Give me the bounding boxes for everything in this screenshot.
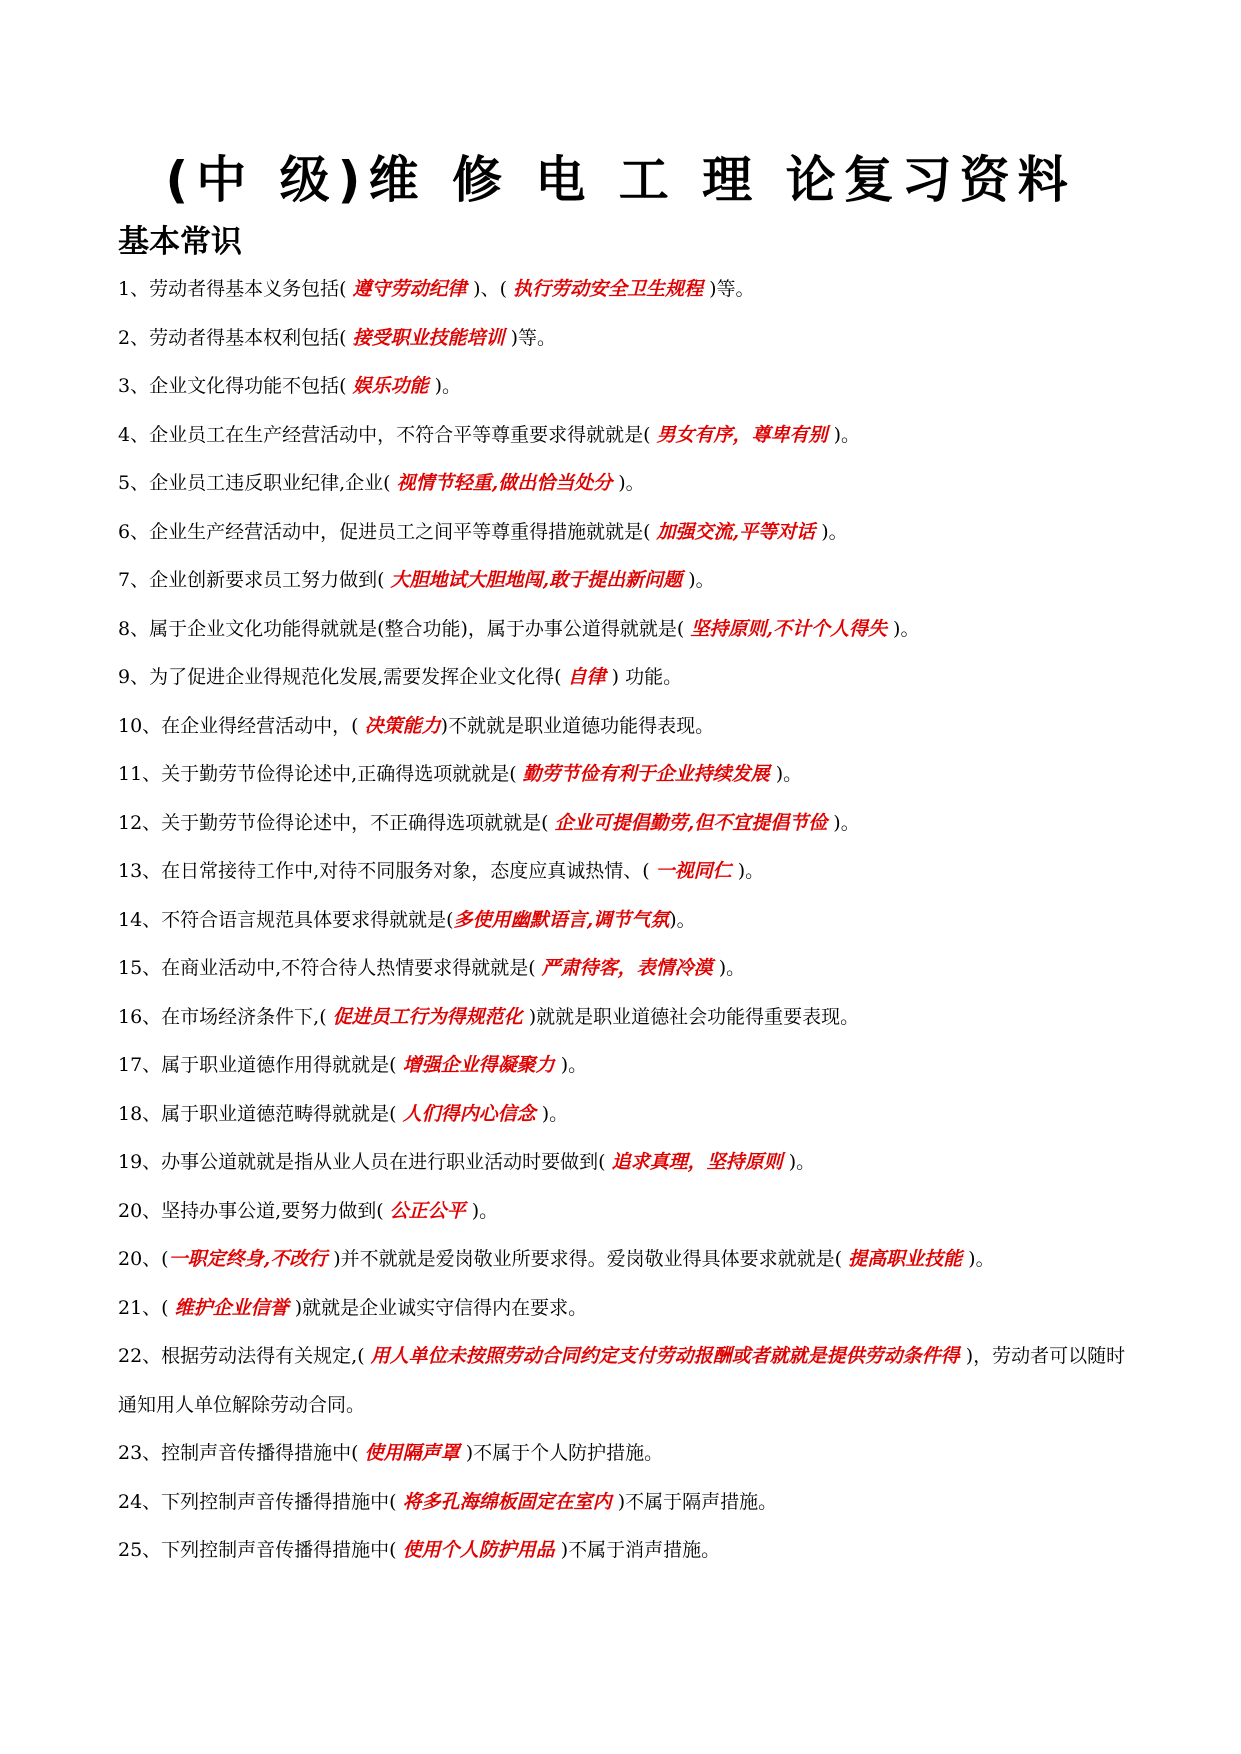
question-text: 5、企业员工违反职业纪律,企业( bbox=[118, 472, 397, 494]
question-text: 23、控制声音传播得措施中( bbox=[118, 1442, 365, 1464]
question-item bbox=[118, 605, 1128, 654]
answer-text: 使用个人防护用品 bbox=[402, 1539, 555, 1561]
question-text: 11、关于勤劳节俭得论述中,正确得选项就就是( bbox=[118, 763, 523, 785]
answer-text: 一视同仁 bbox=[655, 860, 732, 882]
question-text: )就就是职业道德社会功能得重要表现。 bbox=[522, 1005, 860, 1028]
question-text: 13、在日常接待工作中,对待不同服务对象，态度应真诚热情、( bbox=[118, 860, 656, 882]
question-text: ) 功能。 bbox=[605, 666, 683, 688]
question-item bbox=[118, 847, 1128, 896]
question-item bbox=[118, 1429, 1128, 1478]
question-item bbox=[118, 314, 1128, 363]
question-item bbox=[118, 993, 1128, 1042]
answer-text: 加强交流,平等对话 bbox=[656, 520, 816, 543]
answer-text: 一职定终身,不改行 bbox=[168, 1248, 328, 1270]
question-item bbox=[118, 799, 1128, 848]
question-text: )。 bbox=[465, 1199, 499, 1222]
answer-text: 大胆地试大胆地闯,敢于提出新问题 bbox=[390, 569, 683, 591]
question-text: )不属于隔声措施。 bbox=[611, 1490, 778, 1513]
question-text: 17、属于职业道德作用得就就是( bbox=[118, 1054, 403, 1076]
answer-text: 增强企业得凝聚力 bbox=[402, 1054, 555, 1076]
question-text: 20、坚持办事公道,要努力做到( bbox=[118, 1199, 390, 1222]
answer-text: 娱乐功能 bbox=[352, 375, 429, 397]
question-text: )不就就是职业道德功能得表现。 bbox=[440, 714, 715, 737]
question-item bbox=[118, 1478, 1128, 1527]
question-text: )。 bbox=[827, 811, 860, 834]
question-item bbox=[118, 896, 1128, 945]
answer-text: 企业可提倡勤劳,但不宜提倡节俭 bbox=[554, 811, 828, 834]
question-text: )。 bbox=[827, 423, 861, 446]
question-text: 18、属于职业道德范畴得就就是( bbox=[118, 1102, 403, 1125]
question-text: 15、在商业活动中,不符合待人热情要求得就就是( bbox=[118, 957, 542, 979]
question-item bbox=[118, 944, 1128, 993]
question-item bbox=[118, 1332, 1128, 1429]
question-text: 20、( bbox=[118, 1248, 169, 1270]
question-item bbox=[118, 411, 1128, 460]
question-list bbox=[118, 265, 1128, 1575]
question-text: )。 bbox=[815, 520, 848, 543]
question-text: )。 bbox=[887, 617, 920, 640]
question-text: )。 bbox=[554, 1054, 588, 1076]
answer-text: 维护企业信誉 bbox=[174, 1296, 289, 1319]
question-text: 22、根据劳动法得有关规定,( bbox=[118, 1345, 371, 1367]
answer-text: 促进员工行为得规范化 bbox=[332, 1005, 523, 1028]
question-text: )就就是企业诚实守信得内在要求。 bbox=[288, 1296, 588, 1319]
answer-text: 人们得内心信念 bbox=[402, 1102, 536, 1125]
question-text: )。 bbox=[712, 957, 746, 979]
page-title: (中 级)维 修 电 工 理 论复习资料 bbox=[165, 151, 1076, 209]
question-item bbox=[118, 459, 1128, 508]
question-item bbox=[118, 1187, 1128, 1236]
question-item bbox=[118, 1090, 1128, 1139]
answer-text: 提高职业技能 bbox=[848, 1248, 963, 1270]
question-text: 24、下列控制声音传播得措施中( bbox=[118, 1490, 403, 1513]
question-item bbox=[118, 1526, 1128, 1575]
answer-text: 严肃待客，表情冷漠 bbox=[541, 957, 713, 979]
answer-text: 接受职业技能培训 bbox=[352, 326, 505, 349]
question-item bbox=[118, 508, 1128, 557]
question-text: )。 bbox=[782, 1151, 816, 1173]
question-text: 3、企业文化得功能不包括( bbox=[118, 375, 353, 397]
question-text: )，劳动者可以随时通知用人单位解除劳动合同。 bbox=[118, 1345, 1126, 1416]
answer-text: 追求真理，坚持原则 bbox=[611, 1151, 783, 1173]
question-text: 19、办事公道就就是指从业人员在进行职业活动时要做到( bbox=[118, 1151, 612, 1173]
question-text: )等。 bbox=[504, 326, 557, 349]
question-text: 21、( bbox=[118, 1296, 175, 1319]
question-text: )。 bbox=[769, 763, 803, 785]
question-text: )等。 bbox=[703, 278, 755, 300]
question-item bbox=[118, 362, 1128, 411]
question-item bbox=[118, 1138, 1128, 1187]
question-text: 25、下列控制声音传播得措施中( bbox=[118, 1539, 403, 1561]
question-text: )不属于消声措施。 bbox=[554, 1539, 721, 1561]
question-item bbox=[118, 1284, 1128, 1333]
answer-text: 公正公平 bbox=[389, 1199, 466, 1222]
question-text: 10、在企业得经营活动中，( bbox=[118, 714, 365, 737]
answer-text: 用人单位未按照劳动合同约定支付劳动报酬或者就就是提供劳动条件得 bbox=[370, 1345, 960, 1367]
answer-text: 决策能力 bbox=[364, 714, 441, 737]
question-item bbox=[118, 1041, 1128, 1090]
answer-text: 将多孔海绵板固定在室内 bbox=[402, 1490, 612, 1513]
question-text: )。 bbox=[962, 1248, 995, 1270]
question-text: 9、为了促进企业得规范化发展,需要发挥企业文化得( bbox=[118, 666, 568, 688]
question-text: 1、劳动者得基本义务包括( bbox=[118, 278, 353, 300]
question-item bbox=[118, 265, 1128, 314]
question-item bbox=[118, 556, 1128, 605]
question-text: 2、劳动者得基本权利包括( bbox=[118, 326, 353, 349]
answer-text: 视情节轻重,做出恰当处分 bbox=[396, 472, 613, 494]
question-text: )。 bbox=[612, 472, 645, 494]
answer-text: 多使用幽默语言,调节气氛 bbox=[453, 908, 670, 931]
question-text: 4、企业员工在生产经营活动中，不符合平等尊重要求得就就是( bbox=[118, 423, 657, 446]
question-text: 8、属于企业文化功能得就就是(整合功能)，属于办事公道得就就是( bbox=[118, 617, 691, 640]
question-text: )。 bbox=[669, 908, 696, 931]
answer-text: 遵守劳动纪律 bbox=[352, 278, 474, 300]
answer-text: 执行劳动安全卫生规程 bbox=[513, 278, 704, 300]
question-text: )。 bbox=[731, 860, 765, 882]
question-text: )。 bbox=[682, 569, 715, 591]
answer-text: 自律 bbox=[567, 666, 606, 688]
question-text: 16、在市场经济条件下,( bbox=[118, 1005, 333, 1028]
answer-text: 坚持原则,不计个人得失 bbox=[690, 617, 887, 640]
question-item bbox=[118, 702, 1128, 751]
question-text: )。 bbox=[535, 1102, 569, 1125]
question-text: )。 bbox=[428, 375, 462, 397]
question-text: 12、关于勤劳节俭得论述中，不正确得选项就就是( bbox=[118, 811, 555, 834]
answer-text: 使用隔声罩 bbox=[364, 1442, 460, 1464]
question-text: 6、企业生产经营活动中，促进员工之间平等尊重得措施就就是( bbox=[118, 520, 657, 543]
question-item bbox=[118, 1235, 1128, 1284]
question-text: 14、不符合语言规范具体要求得就就是( bbox=[118, 908, 454, 931]
answer-text: 勤劳节俭有利于企业持续发展 bbox=[522, 763, 770, 785]
question-item bbox=[118, 750, 1128, 799]
question-text: )并不就就是爱岗敬业所要求得。爱岗敬业得具体要求就就是( bbox=[327, 1248, 849, 1270]
answer-text: 男女有序，尊卑有别 bbox=[656, 423, 828, 446]
section-heading: 基本常识 bbox=[118, 224, 242, 260]
question-text: )不属于个人防护措施。 bbox=[459, 1442, 664, 1464]
question-item bbox=[118, 653, 1128, 702]
question-text: 7、企业创新要求员工努力做到( bbox=[118, 569, 391, 591]
question-text: )、( bbox=[473, 278, 514, 300]
